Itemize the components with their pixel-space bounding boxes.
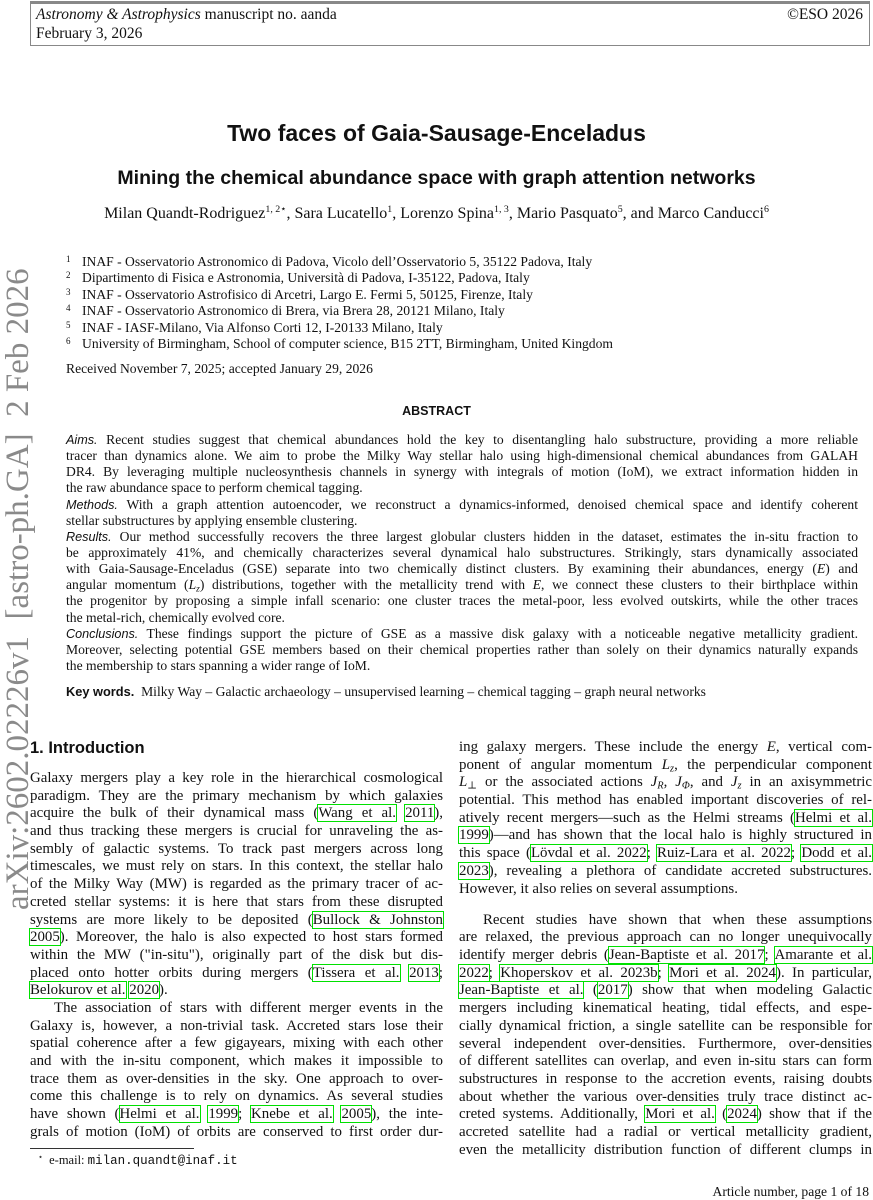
citation-link[interactable]: 2005 xyxy=(30,929,60,946)
text-line: Conclusions. These findings support the picture of GSE as a massive disk galaxy with a noticeable negative metallicity gradient. xyxy=(66,625,858,641)
text-line: cially dynamical friction, a single satellite can be responsible for xyxy=(459,1017,872,1034)
text-line: the membership to stars spanning a wider range of IoM. xyxy=(66,657,371,673)
text-line: spatial coherence after a few gigayears, mixing with each other xyxy=(30,1035,443,1052)
math-symbol: $J_R$ xyxy=(650,774,664,792)
author-name: Marco Canducci xyxy=(657,205,764,222)
paragraph xyxy=(66,497,858,529)
running-header xyxy=(30,1,870,46)
text-line: $L_\perp$ or the associated actions $J_R$, $J_\Phi$, and $J_z$ in an axisymmetric xyxy=(459,774,873,792)
author-name: Milan Quandt-Rodriguez xyxy=(104,205,266,222)
text-line: be approximately 41%, and chemically characterizes several dynamical halo substructures. Strikingly, stars dynamically associated xyxy=(66,544,858,560)
author-name: Lorenzo Spina xyxy=(400,205,494,222)
affiliation-text: INAF - IASF-Milano, Via Alfonso Corti 12, I-20133 Milano, Italy xyxy=(82,319,443,335)
text-line: 2023), revealing a plethora of candidate accreted substructures. xyxy=(459,862,872,879)
citation-link[interactable]: 1999 xyxy=(459,827,489,844)
text-line: this space (Lövdal et al. 2022; Ruiz-Lara et al. 2022; Dodd et al. xyxy=(459,845,872,862)
text-line: Galaxy mergers play a key role in the hierarchical cosmological xyxy=(30,770,443,786)
text-line: placed onto hotter orbits during mergers (Tissera et al. 2013; xyxy=(30,964,443,981)
text-line: timescales, we must rely on stars. In this context, the stellar halo xyxy=(30,858,443,875)
citation-link[interactable]: 1999 xyxy=(208,1106,239,1123)
text-line: Methods. With a graph attention autoencoder, we reconstruct a dynamics-informed, denoised chemical space and identify coherent xyxy=(66,496,858,512)
affiliation-text: INAF - Osservatorio Astrofisico di Arcetri, Largo E. Fermi 5, 50125, Firenze, Italy xyxy=(82,286,533,302)
paragraph xyxy=(30,770,443,1000)
arxiv-stamp: arXiv:2602.02226v1 [astro-ph.GA] 2 Feb 2026 xyxy=(0,268,36,910)
text-line: Recent studies have shown that when these assumptions xyxy=(483,911,872,928)
citation-link[interactable]: Bullock & Johnston xyxy=(312,911,443,928)
text-line: ponent of angular momentum $L_z$, the perpendicular component xyxy=(459,756,872,775)
text-line: 1999)—and has shown that the local halo is highly structured in xyxy=(459,827,872,844)
text-line: trace them as over-densities in the sky. One approach to over- xyxy=(30,1070,443,1087)
citation-link[interactable]: Tissera et al. xyxy=(312,964,400,981)
text-line: are relaxed, the previous approach can no longer unequivocally xyxy=(459,929,872,946)
math-subscript: z xyxy=(737,780,742,792)
abstract-heading: ABSTRACT xyxy=(402,404,471,418)
math-subscript: ⊥ xyxy=(467,780,478,792)
text-line: Results. Our method successfully recovers the three largest globular clusters hidden in the dataset, estimates the in-situ fraction to xyxy=(66,528,858,544)
affiliation-number: 2 xyxy=(66,270,71,281)
affiliation-number: 6 xyxy=(66,335,71,346)
abstract-section-label: Results. xyxy=(66,529,112,544)
text-line: acquire the bulk of their dynamical mass (Wang et al. 2011), xyxy=(30,805,443,822)
left-column xyxy=(30,770,443,1141)
manuscript-number: manuscript no. aanda xyxy=(200,6,337,23)
author-name: Sara Lucatello xyxy=(294,205,388,222)
header-date: February 3, 2026 xyxy=(36,25,143,42)
keywords-list: Milky Way – Galactic archaeology – unsupervised learning – chemical tagging – graph neural networks xyxy=(141,684,706,699)
citation-link[interactable]: Mori et al. xyxy=(645,1106,715,1123)
text-line: Jean-Baptiste et al. (2017) show that when modeling Galactic xyxy=(459,982,872,999)
abstract-section-label: Methods. xyxy=(66,497,118,512)
copyright: ©ESO 2026 xyxy=(787,6,863,23)
author-affiliation-marks: 1, 2⋆ xyxy=(265,204,287,216)
citation-link[interactable]: Jean-Baptiste et al. xyxy=(459,982,584,999)
text-line: identify merger debris (Jean-Baptiste et al. 2017; Amarante et al. xyxy=(459,947,872,964)
keywords xyxy=(66,684,706,700)
text-line: angular momentum $(L_z)$ distributions, together with the metallicity trend with E, we connect these clusters to their birthplace within xyxy=(66,577,859,595)
citation-link[interactable]: 2020 xyxy=(129,982,160,999)
text-line: creted stellar systems: it is here that stars from these disrupted xyxy=(30,893,443,910)
journal-line xyxy=(36,6,337,24)
paragraph xyxy=(30,1000,443,1142)
text-line: 2005). Moreover, the halo is also expected to host stars formed xyxy=(30,929,443,946)
text-line: about whether the various over-densities truly trace distinct ac- xyxy=(459,1088,872,1105)
citation-link[interactable]: Helmi et al. xyxy=(119,1106,200,1123)
author-name: Mario Pasquato xyxy=(516,205,618,222)
citation-link[interactable]: Jean-Baptiste et al. 2017 xyxy=(608,947,765,964)
text-line: DR4. By leveraging multiple nucleosynthesis channels in synergy with integrals of motion (IoM), we extract information hidden in xyxy=(66,464,858,480)
author-affiliation-marks: 6 xyxy=(763,204,769,216)
math-subscript: Φ xyxy=(681,780,690,792)
affiliation-number: 3 xyxy=(66,286,71,297)
citation-link[interactable]: Wang et al. xyxy=(318,805,396,822)
author-affiliation-marks: 1 xyxy=(387,204,393,216)
journal-name: Astronomy & Astrophysics xyxy=(36,6,201,23)
affiliation-number: 1 xyxy=(66,254,71,264)
text-line: 2022; Khoperskov et al. 2023b; Mori et al. 2024). In particular, xyxy=(459,964,872,981)
abstract-body xyxy=(66,432,858,674)
footnote-rule xyxy=(30,1148,194,1149)
citation-link[interactable]: 2017 xyxy=(597,982,628,999)
text-line: potential. This method has enabled important discoveries of rel- xyxy=(459,792,872,809)
text-line: come this challenge is to rely on dynamics. As several studies xyxy=(30,1088,443,1105)
text-line: Belokurov et al. 2020). xyxy=(30,982,168,999)
text-line: The association of stars with different merger events in the xyxy=(54,999,443,1016)
citation-link[interactable]: 2023 xyxy=(459,862,489,879)
math-symbol: $J_z$ xyxy=(730,774,742,792)
math-subscript: R xyxy=(657,780,664,792)
citation-link[interactable]: 2024 xyxy=(727,1106,757,1123)
affiliations xyxy=(66,251,613,349)
text-line: Moreover, selecting potential GSE members based on their chemical properties rather than solely on their dynamics naturally expands xyxy=(66,641,858,657)
math-symbol: $L_z$ xyxy=(188,577,200,595)
citation-link[interactable]: Ruiz-Lara et al. 2022 xyxy=(657,845,791,862)
text-line: within the MW ("in-situ"), originally part of the disk but dis- xyxy=(30,946,443,963)
citation-link[interactable]: 2005 xyxy=(341,1106,372,1123)
citation-link[interactable]: Dodd et al. xyxy=(801,845,872,862)
citation-link[interactable]: Lövdal et al. 2022 xyxy=(530,845,647,862)
math-symbol: E xyxy=(766,739,776,755)
footnote xyxy=(38,1153,238,1168)
affiliation xyxy=(66,267,613,286)
text-line: the raw abundance space to perform chemical tagging. xyxy=(66,480,363,496)
affiliation-number: 4 xyxy=(66,303,71,314)
math-subscript: z xyxy=(196,584,200,595)
math-subscript: z xyxy=(670,763,675,775)
citation-link[interactable]: Khoperskov et al. 2023b xyxy=(500,964,658,981)
citation-link[interactable]: Amarante et al. xyxy=(774,947,872,964)
text-line: sembly of galactic systems. To track past mergers across long xyxy=(30,840,443,857)
text-line: tracer than dynamics alone. We aim to probe the Milky Way stellar halo using high-dimensional chemical abundances from GALAH xyxy=(66,448,858,464)
text-line: grals of motion (IoM) of orbits are conserved to first order dur- xyxy=(30,1123,443,1140)
affiliation xyxy=(66,284,613,300)
text-line: accreted satellite had a radial or vertical metallicity gradient, xyxy=(459,1123,872,1140)
author-list: Milan Quandt-Rodriguez$^{1, 2⋆}$, Sara Lucatello$^1$, Lorenzo Spina$^{1, 3}$, Mario Pasquato$^5$, and Marco Canducci$^6$ xyxy=(104,204,769,222)
math-symbol: $L_z$ xyxy=(661,756,675,775)
citation-link[interactable]: Mori et al. 2024 xyxy=(669,964,776,981)
footnote-label: e-mail: xyxy=(49,1153,88,1167)
affiliation xyxy=(66,333,613,349)
text-line: Aims. Recent studies suggest that chemical abundances hold the key to disentangling halo substructure, providing a more reliable xyxy=(66,432,858,447)
text-line: have shown (Helmi et al. 1999; Knebe et al. 2005), the inte- xyxy=(30,1106,443,1123)
citation-link[interactable]: Helmi et al. xyxy=(794,809,872,826)
citation-link[interactable]: 2013 xyxy=(409,964,439,981)
paper-subtitle: Mining the chemical abundance space with graph attention networks xyxy=(117,167,756,189)
text-line: and with the in-situ component, which makes it impossible to xyxy=(30,1053,443,1069)
math-symbol: E xyxy=(532,577,542,593)
text-line: ing galaxy mergers. These include the energy E, vertical com- xyxy=(459,739,872,755)
right-column xyxy=(459,739,872,1159)
text-line: mergers including kinematical heating, tidal effects, and espe- xyxy=(459,1000,872,1017)
paragraph-gap xyxy=(459,898,872,912)
math-symbol: $L_\perp$ xyxy=(459,774,478,792)
author-affiliation-marks: 1, 3 xyxy=(493,204,509,216)
affiliation-text: University of Birmingham, School of computer science, B15 2TT, Birmingham, United Kingdom xyxy=(82,335,613,351)
text-line: creted systems. Additionally, Mori et al. (2024) show that if the xyxy=(459,1106,873,1123)
affiliation-number: 5 xyxy=(66,319,71,330)
affiliation-text: INAF - Osservatorio Astronomico di Brera, via Brera 28, 20121 Milano, Italy xyxy=(82,303,505,319)
text-line: several independent over-densities. Furthermore, over-densities xyxy=(459,1035,872,1052)
text-line: paradigm. They are the primary mechanism by which galaxies xyxy=(30,787,443,804)
text-line: the metal-rich, chemically evolved core. xyxy=(66,609,285,625)
text-line: of different satellites can overlap, and even in-situ stars can form xyxy=(459,1053,872,1070)
text-line: even the metallicity distribution function of different clumps in xyxy=(459,1141,872,1158)
citation-link[interactable]: Belokurov et al. xyxy=(30,982,126,999)
affiliation xyxy=(66,300,613,319)
affiliation-text: INAF - Osservatorio Astronomico di Padova, Vicolo dell’Osservatorio 5, 35122 Padova, Italy xyxy=(82,254,593,269)
paragraph xyxy=(459,739,872,898)
text-line: substructures in response to the accretion events, raising doubts xyxy=(459,1070,872,1087)
paper-title: Two faces of Gaia-Sausage-Enceladus xyxy=(227,120,646,146)
text-line: of the Milky Way (MW) is regarded as the primary tracer of ac- xyxy=(30,876,443,893)
math-symbol: $J_\Phi$ xyxy=(675,774,690,792)
footnote-email[interactable]: milan.quandt@inaf.it xyxy=(87,1154,238,1168)
text-line: systems are more likely to be deposited (Bullock & Johnston xyxy=(30,911,443,928)
paragraph xyxy=(66,529,858,626)
citation-link[interactable]: 2011 xyxy=(405,805,435,822)
paragraph xyxy=(66,626,858,674)
text-line: However, it also relies on several assumptions. xyxy=(459,880,738,897)
text-line: and thus tracking these mergers is crucial for unraveling the as- xyxy=(30,823,443,840)
abstract-section-label: Conclusions. xyxy=(66,626,139,641)
page-footer: Article number, page 1 of 18 xyxy=(712,1184,869,1199)
paragraph xyxy=(66,432,858,497)
text-line: atively recent mergers—such as the Helmi streams (Helmi et al. xyxy=(459,809,872,826)
text-line: the progenitor by proposing a simple infall scenario: one cluster traces the metal-poor, less evolved outskirts, while the other traces xyxy=(66,593,858,609)
affiliation xyxy=(66,251,613,267)
keywords-label: Key words. xyxy=(66,684,135,699)
section-heading-introduction: 1. Introduction xyxy=(30,739,145,757)
abstract-section-label: Aims. xyxy=(66,433,98,447)
citation-link[interactable]: 2022 xyxy=(459,964,489,981)
text-line: with Gaia-Sausage-Enceladus (GSE) separate into two chemically distinct clusters. By examining their abundances, energy (E) and xyxy=(66,561,858,577)
affiliation xyxy=(66,317,613,333)
paragraph xyxy=(459,912,872,1160)
footnote-mark: ⋆ xyxy=(38,1152,43,1162)
received-dates: Received November 7, 2025; accepted January 29, 2026 xyxy=(66,361,373,376)
text-line: Galaxy is, however, a non-trivial task. Accreted stars lose their xyxy=(30,1017,443,1034)
author-affiliation-marks: 5 xyxy=(617,204,623,216)
math-symbol: E xyxy=(816,561,826,577)
citation-link[interactable]: Knebe et al. xyxy=(251,1106,333,1123)
text-line: stellar substructures by applying ensemble clustering. xyxy=(66,512,358,528)
affiliation-text: Dipartimento di Fisica e Astronomia, Università di Padova, I-35122, Padova, Italy xyxy=(82,270,530,286)
